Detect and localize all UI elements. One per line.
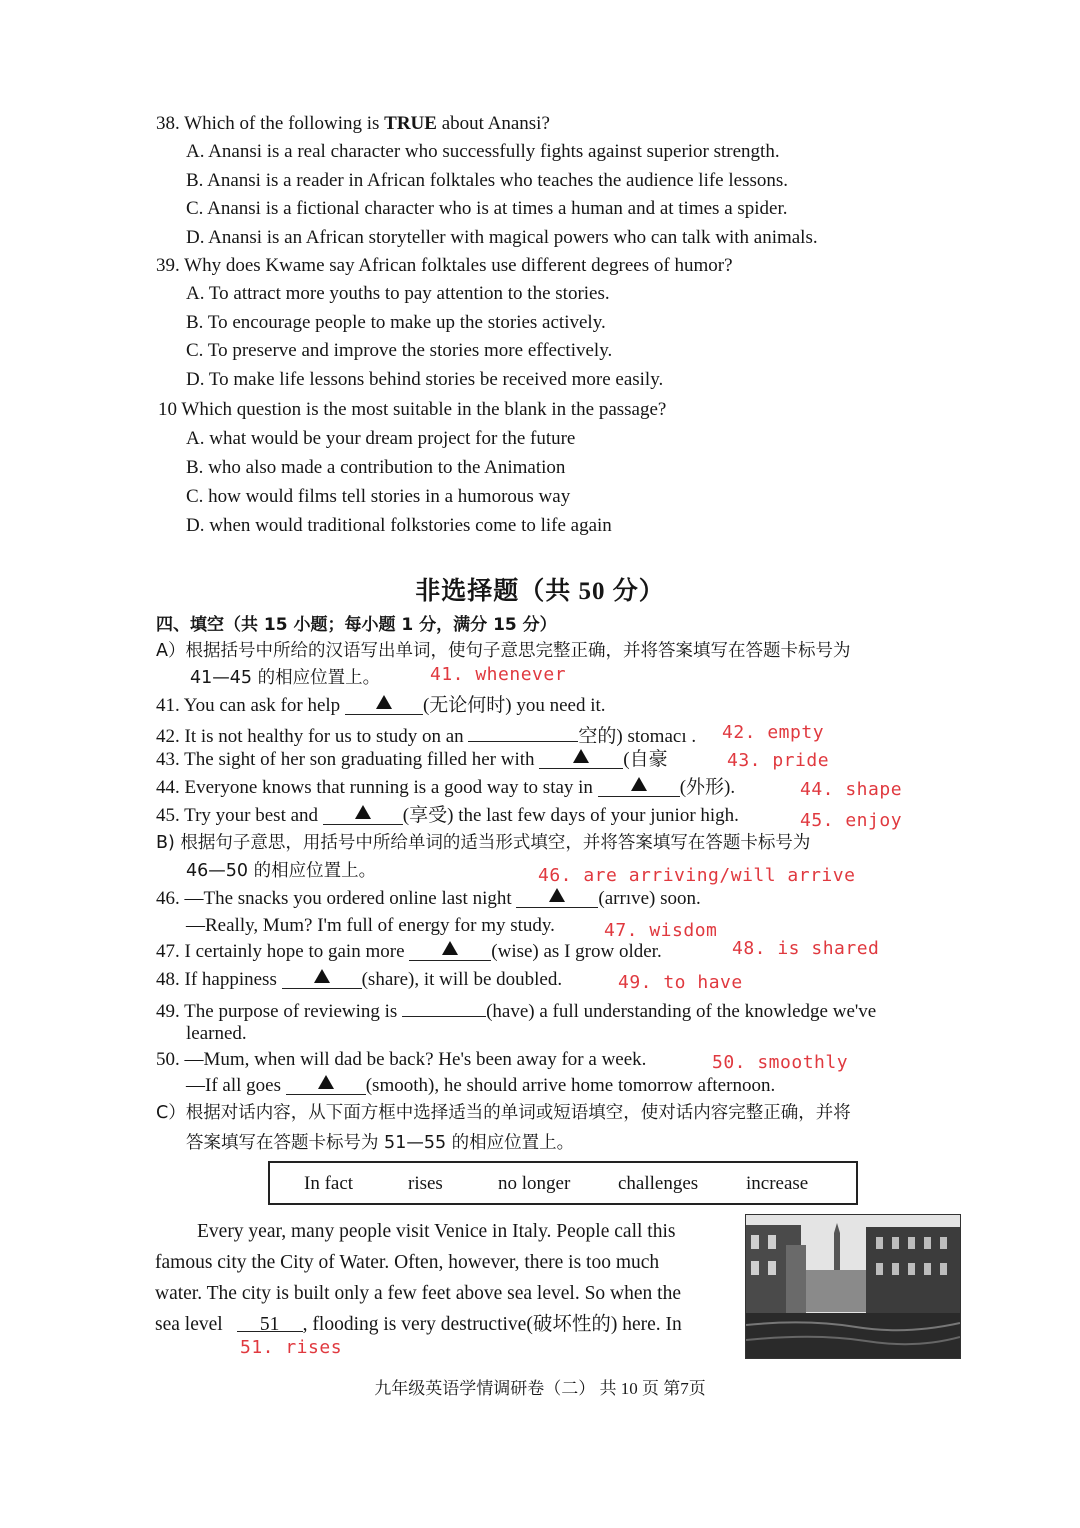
answer-48: 48. is shared — [732, 938, 880, 959]
q39-option-d: D. To make life lessons behind stories be received more easily. — [186, 369, 664, 390]
q38-option-a: A. Anansi is a real character who successfully fights against superior strength. — [186, 141, 780, 162]
page-footer: 九年级英语学情调研卷（二） 共 10 页 第7页 — [374, 1379, 706, 1398]
item-46-reply: —Really, Mum? I'm full of energy for my study. — [186, 915, 555, 936]
triangle-marker-icon — [314, 969, 330, 983]
word-box-item: rises — [408, 1173, 443, 1194]
q40-option-c: C. how would films tell stories in a humorous way — [186, 486, 571, 507]
blank-41 — [345, 694, 423, 715]
passage-line: water. The city is built only a few feet above sea level. So when the — [155, 1283, 681, 1304]
partC-instruction: C）根据对话内容，从下面方框中选择适当的单词或短语填空，使对话内容完整正确，并将 — [156, 1103, 851, 1123]
triangle-marker-icon — [573, 749, 589, 763]
item-46: 46. —The snacks you ordered online last night (arrıve) soon. — [156, 888, 701, 909]
item-49-continued: learned. — [186, 1023, 247, 1044]
triangle-marker-icon — [376, 695, 392, 709]
blank-42 — [468, 721, 578, 742]
word-box-item: In fact — [304, 1173, 354, 1194]
passage-line: sea level 51 , flooding is very destructive(破坏性的) here. In — [155, 1309, 729, 1340]
blank-43 — [539, 748, 623, 769]
blank-50 — [286, 1074, 366, 1095]
blank-47 — [409, 940, 491, 961]
q40-option-d: D. when would traditional folkstories come to life again — [186, 515, 612, 536]
item-48: 48. If happiness (share), it will be doubled. — [156, 969, 563, 990]
question-38-stem: 38. Which of the following is TRUE about Anansi? — [156, 113, 550, 134]
item-50: 50. —Mum, when will dad be back? He's been away for a week. — [156, 1049, 647, 1070]
triangle-marker-icon — [549, 888, 565, 902]
item-50-reply: —If all goes (smooth), he should arrive home tomorrow afternoon. — [186, 1075, 776, 1096]
item-41: 41. You can ask for help (无论何时) you need it. — [156, 695, 606, 716]
triangle-marker-icon — [442, 941, 458, 955]
item-44: 44. Everyone knows that running is a good way to stay in (外形). — [156, 777, 736, 798]
answer-47: 47. wisdom — [604, 920, 718, 941]
partA-instruction: A）根据括号中所给的汉语写出单词，使句子意思完整正确，并将答案填写在答题卡标号为 — [156, 641, 851, 661]
blank-46 — [516, 887, 598, 908]
word-box-item: no longer — [498, 1173, 571, 1194]
venice-canal-image — [745, 1214, 961, 1359]
blank-45 — [323, 804, 403, 825]
triangle-marker-icon — [355, 805, 371, 819]
question-40-stem: 10 Which question is the most suitable in the blank in the passage? — [158, 399, 667, 420]
q39-option-a: A. To attract more youths to pay attention to the stories. — [186, 283, 610, 304]
answer-50: 50. smoothly — [712, 1052, 849, 1073]
partB-instruction: B) 根据句子意思，用括号中所给单词的适当形式填空，并将答案填写在答题卡标号为 — [156, 833, 811, 853]
q40-option-a: A. what would be your dream project for the future — [186, 428, 576, 449]
word-box-item: increase — [746, 1173, 809, 1194]
answer-49: 49. to have — [618, 972, 743, 993]
q40-option-b: B. who also made a contribution to the Animation — [186, 457, 566, 478]
word-box — [268, 1161, 858, 1205]
item-47: 47. I certainly hope to gain more (wise) as I grow older. — [156, 941, 662, 962]
part4-title: 四、填空（共 15 小题；每小题 1 分，满分 15 分） — [156, 615, 557, 635]
item-42: 42. It is not healthy for us to study on an 空的) stomacı . — [156, 721, 696, 749]
item-45: 45. Try your best and (享受) the last few days of your junior high. — [156, 805, 739, 826]
blank-51: 51 — [237, 1309, 303, 1332]
partB-instruction-2: 46—50 的相应位置上。 — [186, 861, 377, 881]
answer-45: 45. enjoy — [800, 810, 903, 831]
item-43: 43. The sight of her son graduating filled her with (自豪 — [156, 749, 668, 770]
passage-line: famous city the City of Water. Often, however, there is too much — [155, 1252, 660, 1273]
triangle-marker-icon — [318, 1075, 334, 1089]
partC-instruction-2: 答案填写在答题卡标号为 51—55 的相应位置上。 — [186, 1133, 575, 1153]
blank-49 — [402, 996, 486, 1017]
answer-46: 46. are arriving/will arrive — [538, 865, 856, 886]
triangle-marker-icon — [631, 777, 647, 791]
item-49: 49. The purpose of reviewing is (have) a full understanding of the knowledge we've — [156, 996, 876, 1024]
answer-43: 43. pride — [727, 750, 830, 771]
passage-line: Every year, many people visit Venice in Italy. People call this — [197, 1221, 676, 1242]
q39-option-b: B. To encourage people to make up the stories actively. — [186, 312, 606, 333]
answer-44: 44. shape — [800, 779, 903, 800]
passage — [155, 1216, 729, 1340]
answer-51: 51. rises — [240, 1337, 343, 1358]
question-39-stem: 39. Why does Kwame say African folktales use different degrees of humor? — [156, 255, 733, 276]
partA-instruction-2: 41—45 的相应位置上。 — [190, 668, 381, 688]
answer-41: 41. whenever — [430, 664, 567, 685]
q38-option-b: B. Anansi is a reader in African folktales who teaches the audience life lessons. — [186, 170, 788, 191]
blank-44 — [598, 776, 680, 797]
q38-option-d: D. Anansi is an African storyteller with magical powers who can talk with animals. — [186, 227, 818, 248]
blank-48 — [282, 968, 362, 989]
q39-option-c: C. To preserve and improve the stories more effectively. — [186, 340, 613, 361]
answer-42: 42. empty — [722, 722, 825, 743]
q38-option-c: C. Anansi is a fictional character who is at times a human and at times a spider. — [186, 198, 788, 219]
section-title: 非选择题（共 50 分） — [415, 578, 665, 605]
word-box-item: challenges — [618, 1173, 699, 1194]
